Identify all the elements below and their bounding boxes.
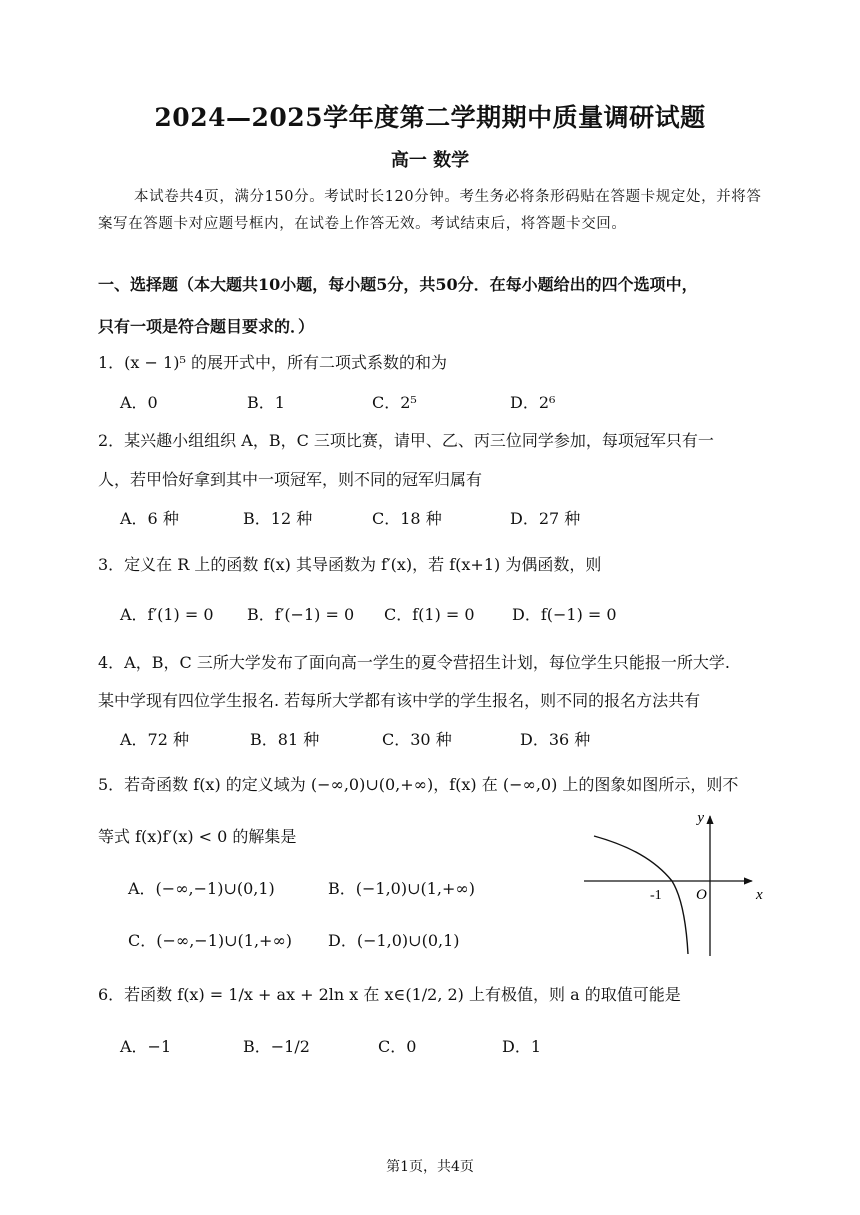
question-2-option-d: D．27 种 [510,509,581,528]
question-2-option-a: A．6 种 [120,509,179,528]
question-5-stem-line2: 等式 f(x)f′(x) < 0 的解集是 [98,827,297,846]
question-6-stem: 6．若函数 f(x) = 1/x + ax + 2ln x 在 x∈(1/2, 2) 上有极值，则 a 的取值可能是 [98,985,681,1004]
section-heading-line1: 一、选择题（本大题共10小题，每小题5分，共50分．在每小题给出的四个选项中， [98,275,698,294]
question-4-option-c: C．30 种 [382,730,452,749]
question-5-option-c: C．(−∞,−1)∪(1,+∞) [128,931,293,950]
tick-label-minus-one: -1 [650,888,662,903]
question-5-stem-line1: 5．若奇函数 f(x) 的定义域为 (−∞,0)∪(0,+∞)，f(x) 在 (−∞,0) 上的图象如图所示，则不 [98,775,739,794]
question-2-stem-line1: 2．某兴趣小组组织 A，B，C 三项比赛，请甲、乙、丙三位同学参加，每项冠军只有一 [98,431,714,450]
question-3-option-b: B．f′(−1) = 0 [247,605,355,624]
exam-instructions: 本试卷共4页，满分150分。考试时长120分钟。考生务必将条形码贴在答题卡规定处，并将答案写在答题卡对应题号框内，在试卷上作答无效。考试结束后，将答题卡交回。 [98,189,762,232]
question-1-option-b: B．1 [247,393,285,412]
page-subtitle: 高一 数学 [390,150,470,171]
question-5-option-d: D．(−1,0)∪(0,1) [328,931,460,950]
question-4-option-a: A．72 种 [120,730,190,749]
question-6-option-a: A．−1 [120,1037,172,1056]
question-4-stem-line2: 某中学现有四位学生报名. 若每所大学都有该中学的学生报名，则不同的报名方法共有 [98,691,701,710]
question-1-stem: 1．(x − 1)⁵ 的展开式中，所有二项式系数的和为 [98,353,447,372]
y-axis-label: y [697,810,704,826]
question-4-stem-line1: 4．A，B，C 三所大学发布了面向高一学生的夏令营招生计划，每位学生只能报一所大学. [98,653,730,672]
question-2-option-c: C．18 种 [372,509,442,528]
question-1-option-a: A．0 [120,393,158,412]
question-3-option-c: C．f(1) = 0 [384,605,475,624]
question-2-stem-line2: 人，若甲恰好拿到其中一项冠军，则不同的冠军归属有 [98,470,483,489]
function-graph [580,808,770,958]
question-3-stem: 3．定义在 R 上的函数 f(x) 其导函数为 f′(x)，若 f(x+1) 为偶函数，则 [98,555,602,574]
question-6-option-b: B．−1/2 [243,1037,310,1056]
question-3-option-d: D．f(−1) = 0 [512,605,617,624]
question-1-option-c: C．2⁵ [372,393,417,412]
question-3-option-a: A．f′(1) = 0 [120,605,214,624]
question-6-option-d: D．1 [502,1037,542,1056]
page-footer: 第1页，共4页 [386,1159,474,1175]
question-1-option-d: D．2⁶ [510,393,556,412]
question-4-option-d: D．36 种 [520,730,591,749]
section-heading-line2: 只有一项是符合题目要求的．） [98,317,315,336]
question-5-option-b: B．(−1,0)∪(1,+∞) [328,879,475,898]
origin-label: O [696,887,707,903]
question-4-option-b: B．81 种 [250,730,320,749]
page-title: 2024—2025学年度第二学期期中质量调研试题 [154,103,706,132]
question-5-option-a: A．(−∞,−1)∪(0,1) [128,879,275,898]
x-axis-label: x [756,887,763,903]
question-6-option-c: C．0 [378,1037,417,1056]
function-curve [594,836,688,954]
question-2-option-b: B．12 种 [243,509,313,528]
